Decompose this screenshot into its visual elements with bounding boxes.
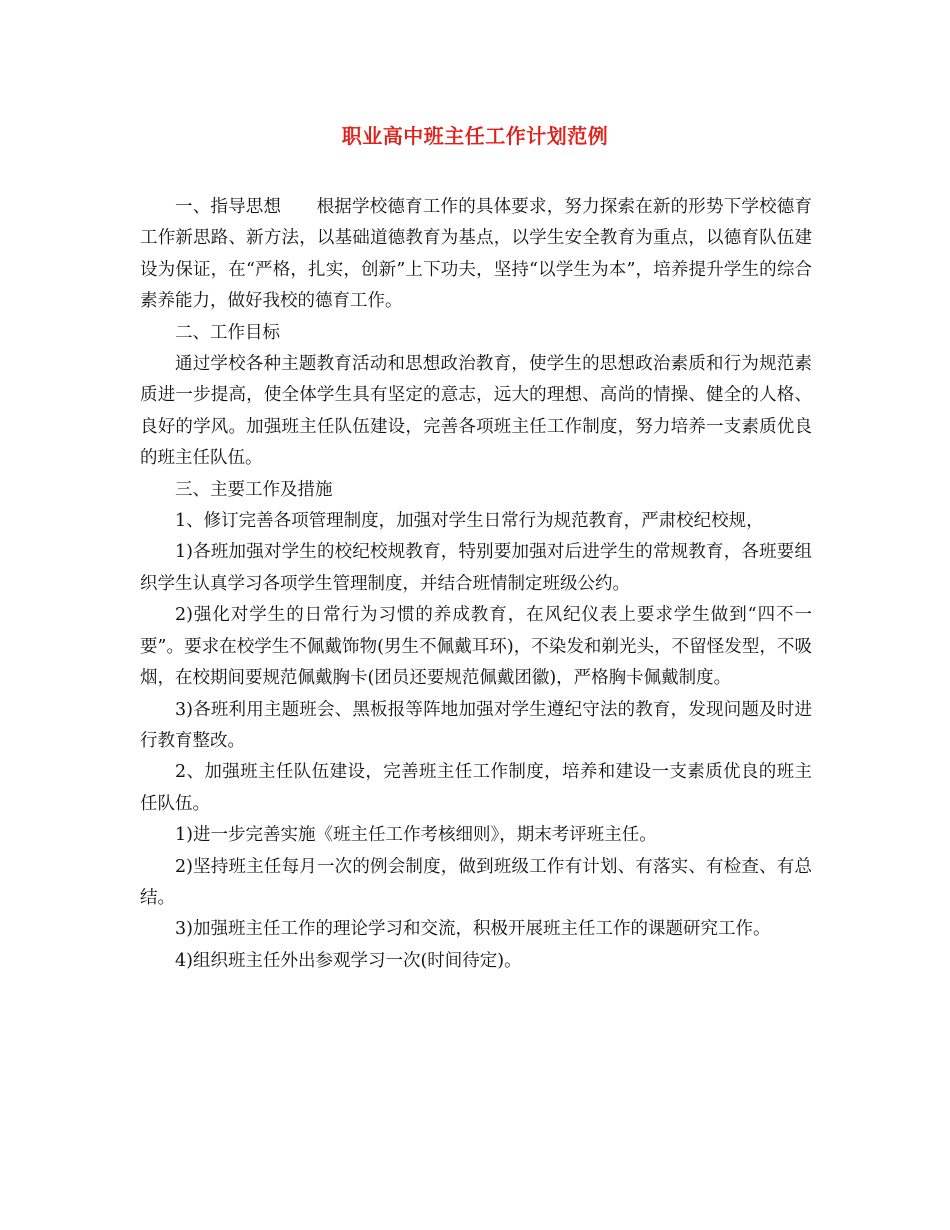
- paragraph-item-1-2: 2)强化对学生的日常行为习惯的养成教育，在风纪仪表上要求学生做到“四不一要”。要求在校学生不佩戴饰物(男生不佩戴耳环)，不染发和剃光头，不留怪发型，不吸烟，在校期间要规范佩戴胸卡(团员还要规范佩戴团徽)，严格胸卡佩戴制度。: [140, 605, 812, 689]
- paragraph-item-2-4: 4)组织班主任外出参观学习一次(时间待定)。: [175, 950, 522, 971]
- paragraph-item-1: 1、修订完善各项管理制度，加强对学生日常行为规范教育，严肃校纪校规，: [175, 511, 764, 532]
- paragraph-work-goals: 通过学校各种主题教育活动和思想政治教育，使学生的思想政治素质和行为规范素质进一步提高，使全体学生具有坚定的意志，远大的理想、高尚的情操、健全的人格、良好的学风。加强班主任队伍建设，完善各项班主任工作制度，努力培养一支素质优良的班主任队伍。: [140, 354, 812, 469]
- paragraph-item-2: 2、加强班主任队伍建设，完善班主任工作制度，培养和建设一支素质优良的班主任队伍。: [140, 762, 812, 814]
- paragraph-item-1-3: 3)各班利用主题班会、黑板报等阵地加强对学生遵纪守法的教育，发现问题及时进行教育整改。: [140, 699, 812, 751]
- document-body: [140, 192, 812, 977]
- paragraph-item-2-1: 1)进一步完善实施《班主任工作考核细则》，期末考评班主任。: [175, 825, 657, 846]
- document-title: 职业高中班主任工作计划范例: [341, 124, 609, 148]
- heading-work-goals: 二、工作目标: [175, 322, 280, 343]
- heading-main-work-measures: 三、主要工作及措施: [175, 479, 333, 500]
- paragraph-item-2-3: 3)加强班主任工作的理论学习和交流，积极开展班主任工作的课题研究工作。: [175, 919, 771, 940]
- paragraph-item-1-1: 1)各班加强对学生的校纪校规教育，特别要加强对后进学生的常规教育，各班要组织学生认真学习各项学生管理制度，并结合班情制定班级公约。: [140, 542, 812, 594]
- paragraph-item-2-2: 2)坚持班主任每月一次的例会制度，做到班级工作有计划、有落实、有检查、有总结。: [140, 856, 812, 908]
- paragraph-guiding-ideology: 一、指导思想 根据学校德育工作的具体要求，努力探索在新的形势下学校德育工作新思路、新方法，以基础道德教育为基点，以学生安全教育为重点，以德育队伍建设为保证，在“严格，扎实，创新”上下功夫，坚持“以学生为本”，培养提升学生的综合素养能力，做好我校的德育工作。: [140, 197, 812, 312]
